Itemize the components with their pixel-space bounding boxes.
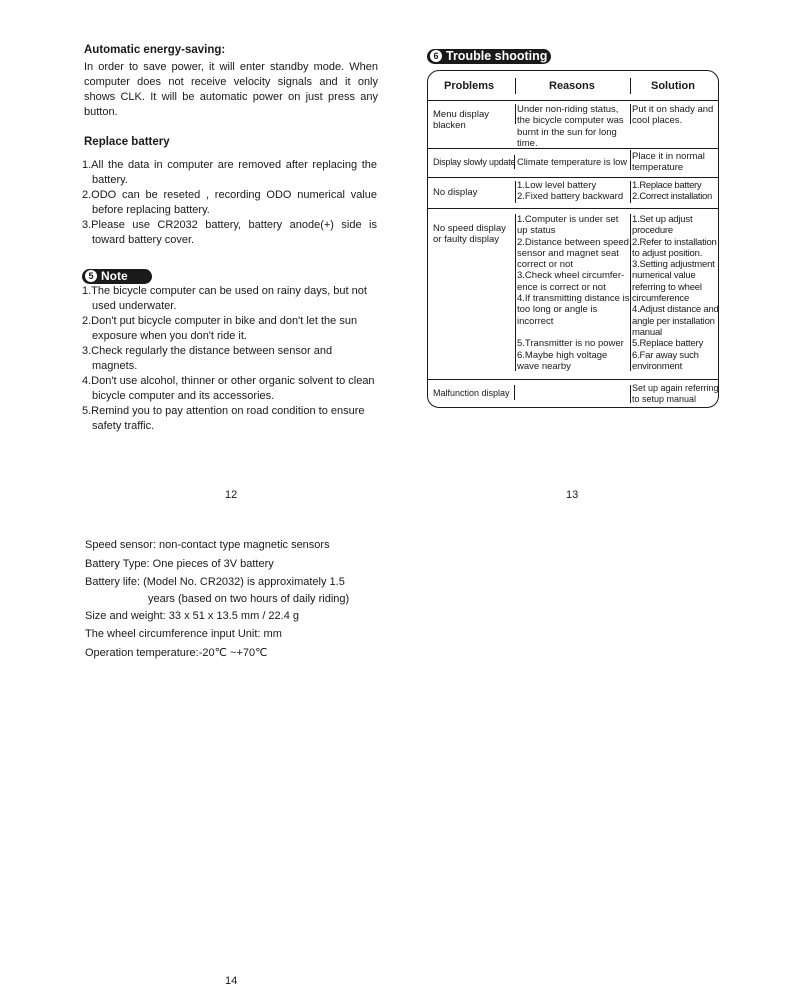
col-header-solution: Solution: [651, 80, 695, 92]
reason-cell: Under non-riding status, the bicycle computer was burnt in the sun for long time.: [517, 104, 624, 149]
note-item: 5.Remind you to pay attention on road condition to ensure safety traffic.: [82, 405, 365, 432]
replace-battery-heading: Replace battery: [84, 136, 170, 148]
energy-saving-text: In order to save power, it will enter standby mode. When computer does not receive velocity signals and it only shows CLK. It will be automatic power on just press any button.: [84, 61, 378, 118]
battery-list: [82, 158, 377, 248]
specs-block: [85, 536, 385, 662]
spec-line: Battery life: (Model No. CR2032) is approximately 1.5: [85, 576, 345, 588]
trouble-section-label: [427, 46, 551, 64]
energy-saving-heading: Automatic energy-saving:: [84, 44, 226, 56]
problem-cell: Menu display blacken: [433, 109, 489, 132]
solution-cell: Place it in normal temperature: [632, 151, 705, 174]
trouble-table: [427, 70, 719, 408]
reason-cell: 1.Low level battery 2.Fixed battery backward: [517, 180, 624, 203]
problem-cell: No display: [433, 187, 478, 198]
trouble-number-badge: 6: [430, 50, 442, 62]
note-item: 4.Don't use alcohol, thinner or other organic solvent to clean bicycle computer and its accessories.: [82, 375, 375, 402]
solution-cell: Put it on shady and cool places.: [632, 104, 714, 127]
battery-item: 3.Please use CR2032 battery, battery anode(+) side is toward battery cover.: [82, 219, 377, 246]
solution-cell: Set up again referring to setup manual: [632, 383, 719, 404]
reason-cell: 1.Computer is under set up status 2.Distance between speed sensor and magnet seat correct or not 3.Check wheel circumfer-ence is correct or not 4.If transmitting distance is too long or angle is incorrect 5.Transmitter is no power 6.Maybe high voltage wave nearby: [517, 214, 630, 372]
spec-line: Battery Type: One pieces of 3V battery: [85, 557, 274, 570]
note-item: 2.Don't put bicycle computer in bike and don't let the sun exposure when you don't ride it.: [82, 315, 358, 342]
note-item: 3.Check regularly the distance between sensor and magnets.: [82, 345, 333, 372]
note-list: [82, 284, 378, 434]
spec-line: The wheel circumference input Unit: mm: [85, 628, 282, 640]
spec-line: Operation temperature:-20℃ ~+70℃: [85, 646, 268, 659]
note-section-label: [82, 266, 152, 284]
spec-line: years (based on two hours of daily riding): [148, 592, 350, 605]
solution-cell: 1.Replace battery 2.Correct installation: [632, 180, 712, 203]
col-header-problems: Problems: [444, 80, 495, 92]
spec-line: Speed sensor: non-contact type magnetic sensors: [85, 539, 330, 551]
reason-cell: Climate temperature is low: [517, 157, 628, 167]
note-item: 1.The bicycle computer can be used on rainy days, but not used underwater.: [82, 285, 367, 312]
note-title: Note: [101, 269, 128, 283]
page-number-14: 14: [225, 975, 238, 987]
problem-cell: No speed display or faulty display: [433, 223, 506, 246]
page-number-13: 13: [566, 489, 579, 501]
trouble-title: Trouble shooting: [446, 49, 548, 63]
page-number-12: 12: [225, 489, 238, 501]
col-header-reasons: Reasons: [549, 80, 595, 92]
problem-cell: Malfunction display: [433, 388, 510, 398]
battery-item: 1.All the data in computer are removed after replacing the battery.: [82, 159, 377, 186]
note-number-badge: 5: [85, 270, 97, 282]
problem-cell: Display slowly update: [433, 157, 516, 167]
battery-item: 2.ODO can be reseted , recording ODO numerical value before replacing battery.: [82, 189, 377, 216]
solution-cell: 1.Set up adjust procedure 2.Refer to installation to adjust position. 3.Setting adjustment numerical value referring to wheel circumference 4.Adjust distance and angle per installation manual 5.Replace battery 6.Far away such environment: [632, 214, 719, 372]
spec-line: Size and weight: 33 x 51 x 13.5 mm / 22.4 g: [85, 609, 300, 622]
